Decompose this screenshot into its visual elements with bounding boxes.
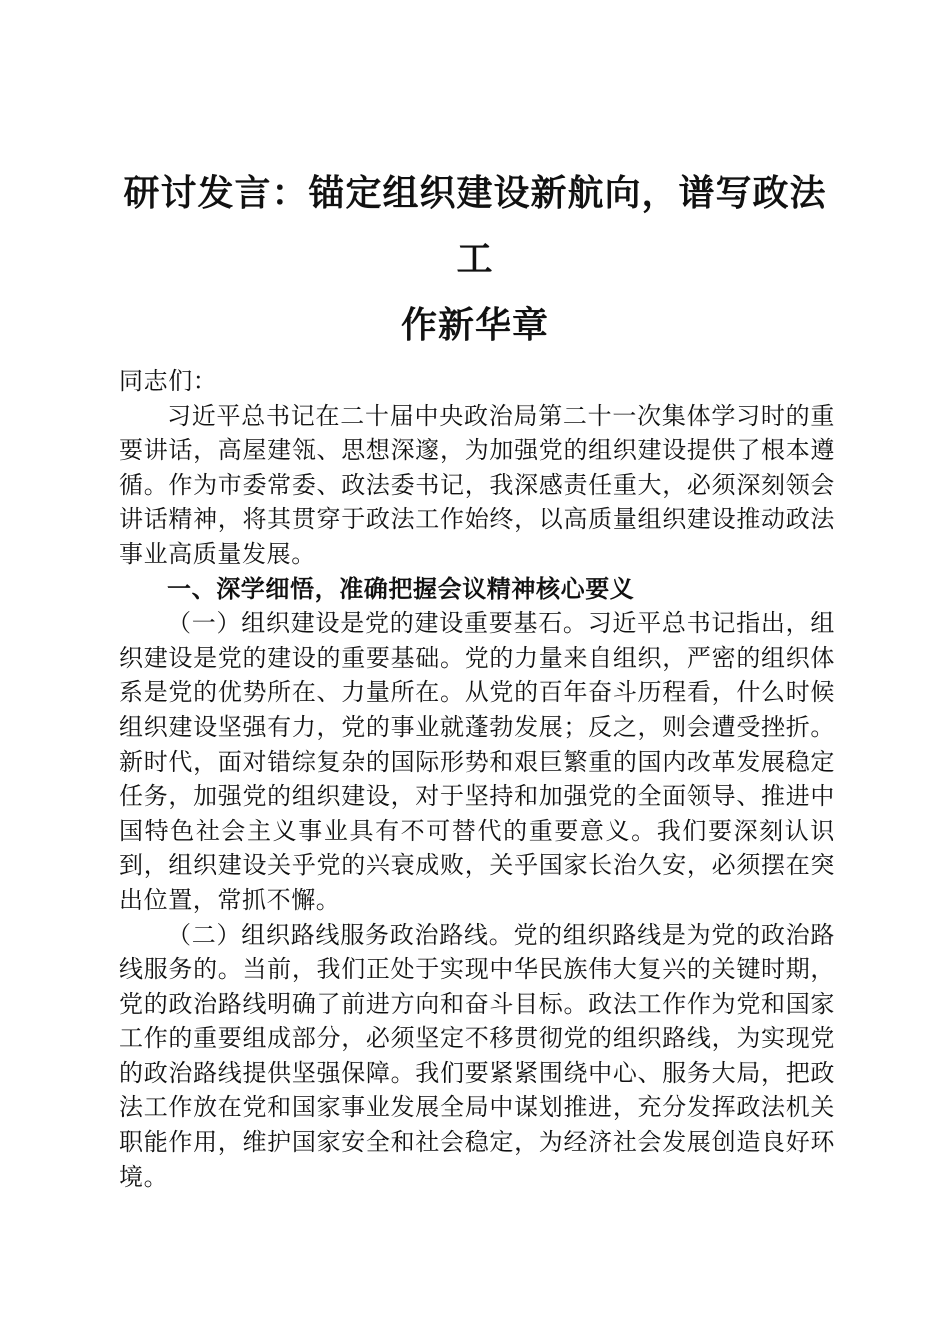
subsection-paragraph-2 [119,918,835,1195]
section-heading-1: 一、深学细悟，准确把握会议精神核心要义 [167,574,635,603]
subsection-body-1: 习近平总书记指出，组织建设是党的建设的重要基础。党的力量来自组织，严密的组织体系是党的优势所在、力量所在。从党的百年奋斗历程看，什么时候组织建设坚强有力，党的事业就蓬勃发展；反之，则会遭受挫折。新时代，面对错综复杂的国际形势和艰巨繁重的国内改革发展稳定任务，加强党的组织建设，对于坚持和加强党的全面领导、推进中国特色社会主义事业具有不可替代的重要意义。我们要深刻认识到，组织建设关乎党的兴衰成败，关乎国家长治久安，必须摆在突出位置，常抓不懈。 [119,609,836,914]
title-line-1: 研讨发言：锚定组织建设新航向，谱写政法工 [123,172,827,280]
intro-paragraph: 习近平总书记在二十届中央政治局第二十一次集体学习时的重要讲话，高屋建瓴、思想深邃，为加强党的组织建设提供了根本遵循。作为市委常委、政法委书记，我深感责任重大，必须深刻领会讲话精神，将其贯穿于政法工作始终，以高质量组织建设推动政法事业高质量发展。 [119,401,835,568]
subsection-paragraph-1 [119,606,835,917]
subsection-lead-2: （二）组织路线服务政治路线。 [167,920,514,949]
subsection-body-2: 党的组织路线是为党的政治路线服务的。当前，我们正处于实现中华民族伟大复兴的关键时期，党的政治路线明确了前进方向和奋斗目标。政法工作作为党和国家工作的重要组成部分，必须坚定不移贯彻党的组织路线，为实现党的政治路线提供坚强保障。我们要紧紧围绕中心、服务大局，把政法工作放在党和国家事业发展全局中谋划推进，充分发挥政法机关职能作用，维护国家安全和社会稳定，为经济社会发展创造良好环境。 [119,920,835,1191]
greeting: 同志们： [119,367,218,395]
title-line-2: 作新华章 [400,304,549,346]
document-body [119,364,835,1194]
document-title [110,160,840,358]
subsection-lead-1: （一）组织建设是党的建设重要基石。 [167,609,588,638]
